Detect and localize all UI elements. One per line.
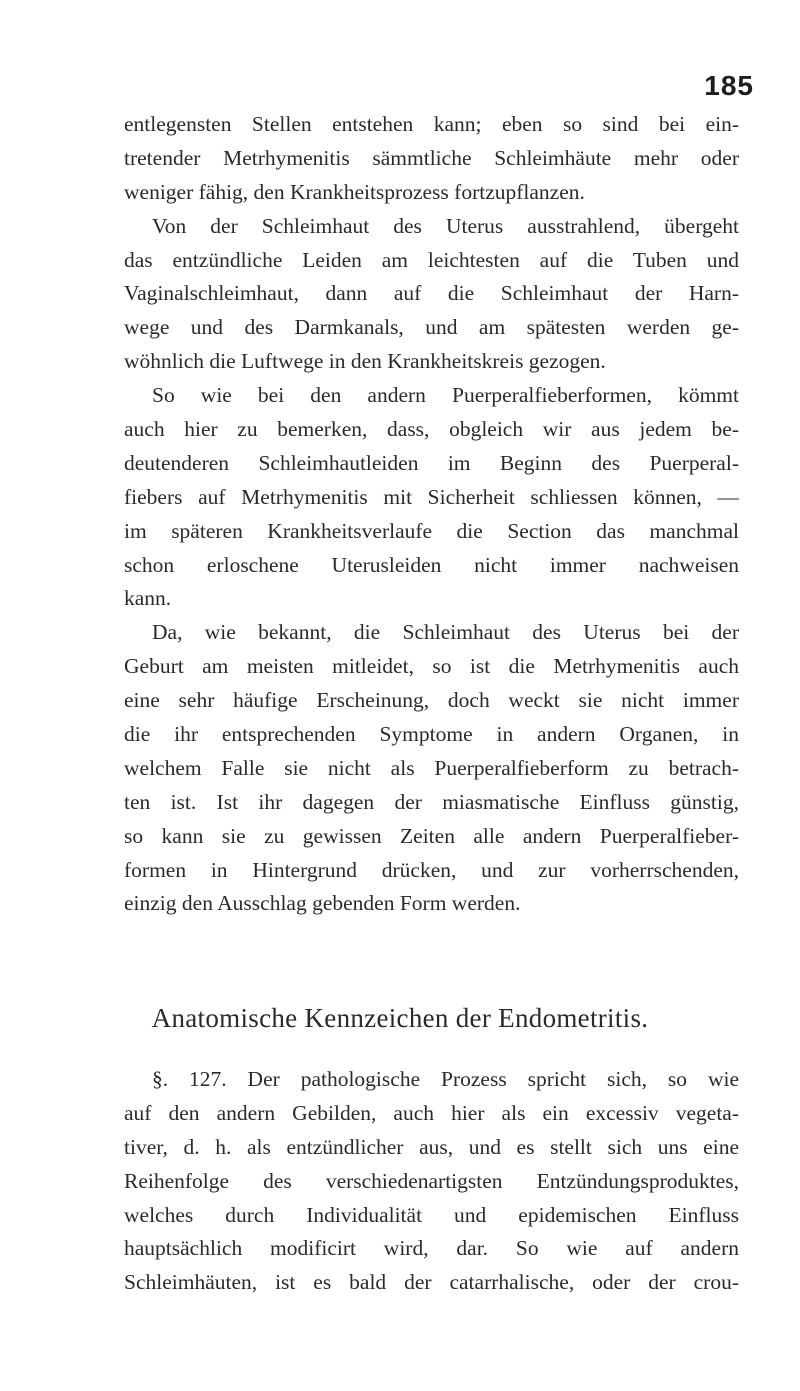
text-line: deutenderen Schleimhautleiden im Beginn des Puerperal- — [124, 450, 739, 475]
text-line: welchem Falle sie nicht als Puerperalfieberform zu betrach- — [124, 755, 739, 780]
text-line: einzig den Ausschlag gebenden Form werden. — [124, 891, 521, 916]
text-line: im späteren Krankheitsverlaufe die Section das manchmal — [124, 518, 739, 543]
section-heading: Anatomische Kennzeichen der Endometritis. — [151, 1003, 649, 1033]
text-line: ten ist. Ist ihr dagegen der miasmatische Einfluss günstig, — [124, 789, 739, 814]
text-line: Reihenfolge des verschiedenartigsten Entzündungsproduktes, — [124, 1168, 739, 1193]
page-number: 185 — [704, 70, 754, 101]
text-line: schon erloschene Uterusleiden nicht immer nachweisen — [124, 552, 739, 577]
section-text — [124, 1063, 739, 1300]
text-line: auf den andern Gebilden, auch hier als ein excessiv vegeta- — [124, 1100, 739, 1125]
text-line: Von der Schleimhaut des Uterus ausstrahlend, übergeht — [152, 213, 739, 238]
text-line: Geburt am meisten mitleidet, so ist die Metrhymenitis auch — [124, 654, 739, 679]
text-line: wöhnlich die Luftwege in den Krankheitskreis gezogen. — [124, 349, 606, 374]
text-line: fiebers auf Metrhymenitis mit Sicherheit schliessen können, — — [124, 484, 739, 509]
text-line: auch hier zu bemerken, dass, obgleich wir aus jedem be- — [124, 417, 739, 442]
text-line: formen in Hintergrund drücken, und zur vorherrschenden, — [124, 857, 739, 882]
text-line: hauptsächlich modificirt wird, dar. So wie auf andern — [124, 1236, 739, 1261]
text-line: die ihr entsprechenden Symptome in andern Organen, in — [124, 722, 739, 747]
text-line: §. 127. Der pathologische Prozess spricht sich, so wie — [152, 1067, 739, 1091]
text-line: welches durch Individualität und epidemischen Einfluss — [124, 1202, 739, 1227]
text-line: Da, wie bekannt, die Schleimhaut des Uterus bei der — [152, 620, 739, 645]
text-line: das entzündliche Leiden am leichtesten auf die Tuben und — [124, 247, 739, 272]
text-line: weniger fähig, den Krankheitsprozess fortzupflanzen. — [124, 179, 585, 204]
body-text — [124, 108, 739, 921]
text-line: eine sehr häufige Erscheinung, doch weckt sie nicht immer — [124, 688, 739, 713]
text-line: tiver, d. h. als entzündlicher aus, und es stellt sich uns eine — [124, 1134, 739, 1159]
text-line: kann. — [124, 586, 172, 611]
text-line: wege und des Darmkanals, und am spätesten werden ge- — [124, 315, 739, 340]
text-line: So wie bei den andern Puerperalfieberformen, kömmt — [152, 383, 739, 408]
text-line: entlegensten Stellen entstehen kann; eben so sind bei ein- — [124, 112, 739, 136]
text-line: so kann sie zu gewissen Zeiten alle andern Puerperalfieber- — [124, 823, 739, 848]
text-line: Vaginalschleimhaut, dann auf die Schleimhaut der Harn- — [124, 281, 739, 306]
text-line: tretender Metrhymenitis sämmtliche Schleimhäute mehr oder — [124, 145, 739, 170]
text-line: Schleimhäuten, ist es bald der catarrhalische, oder der crou- — [124, 1270, 739, 1295]
